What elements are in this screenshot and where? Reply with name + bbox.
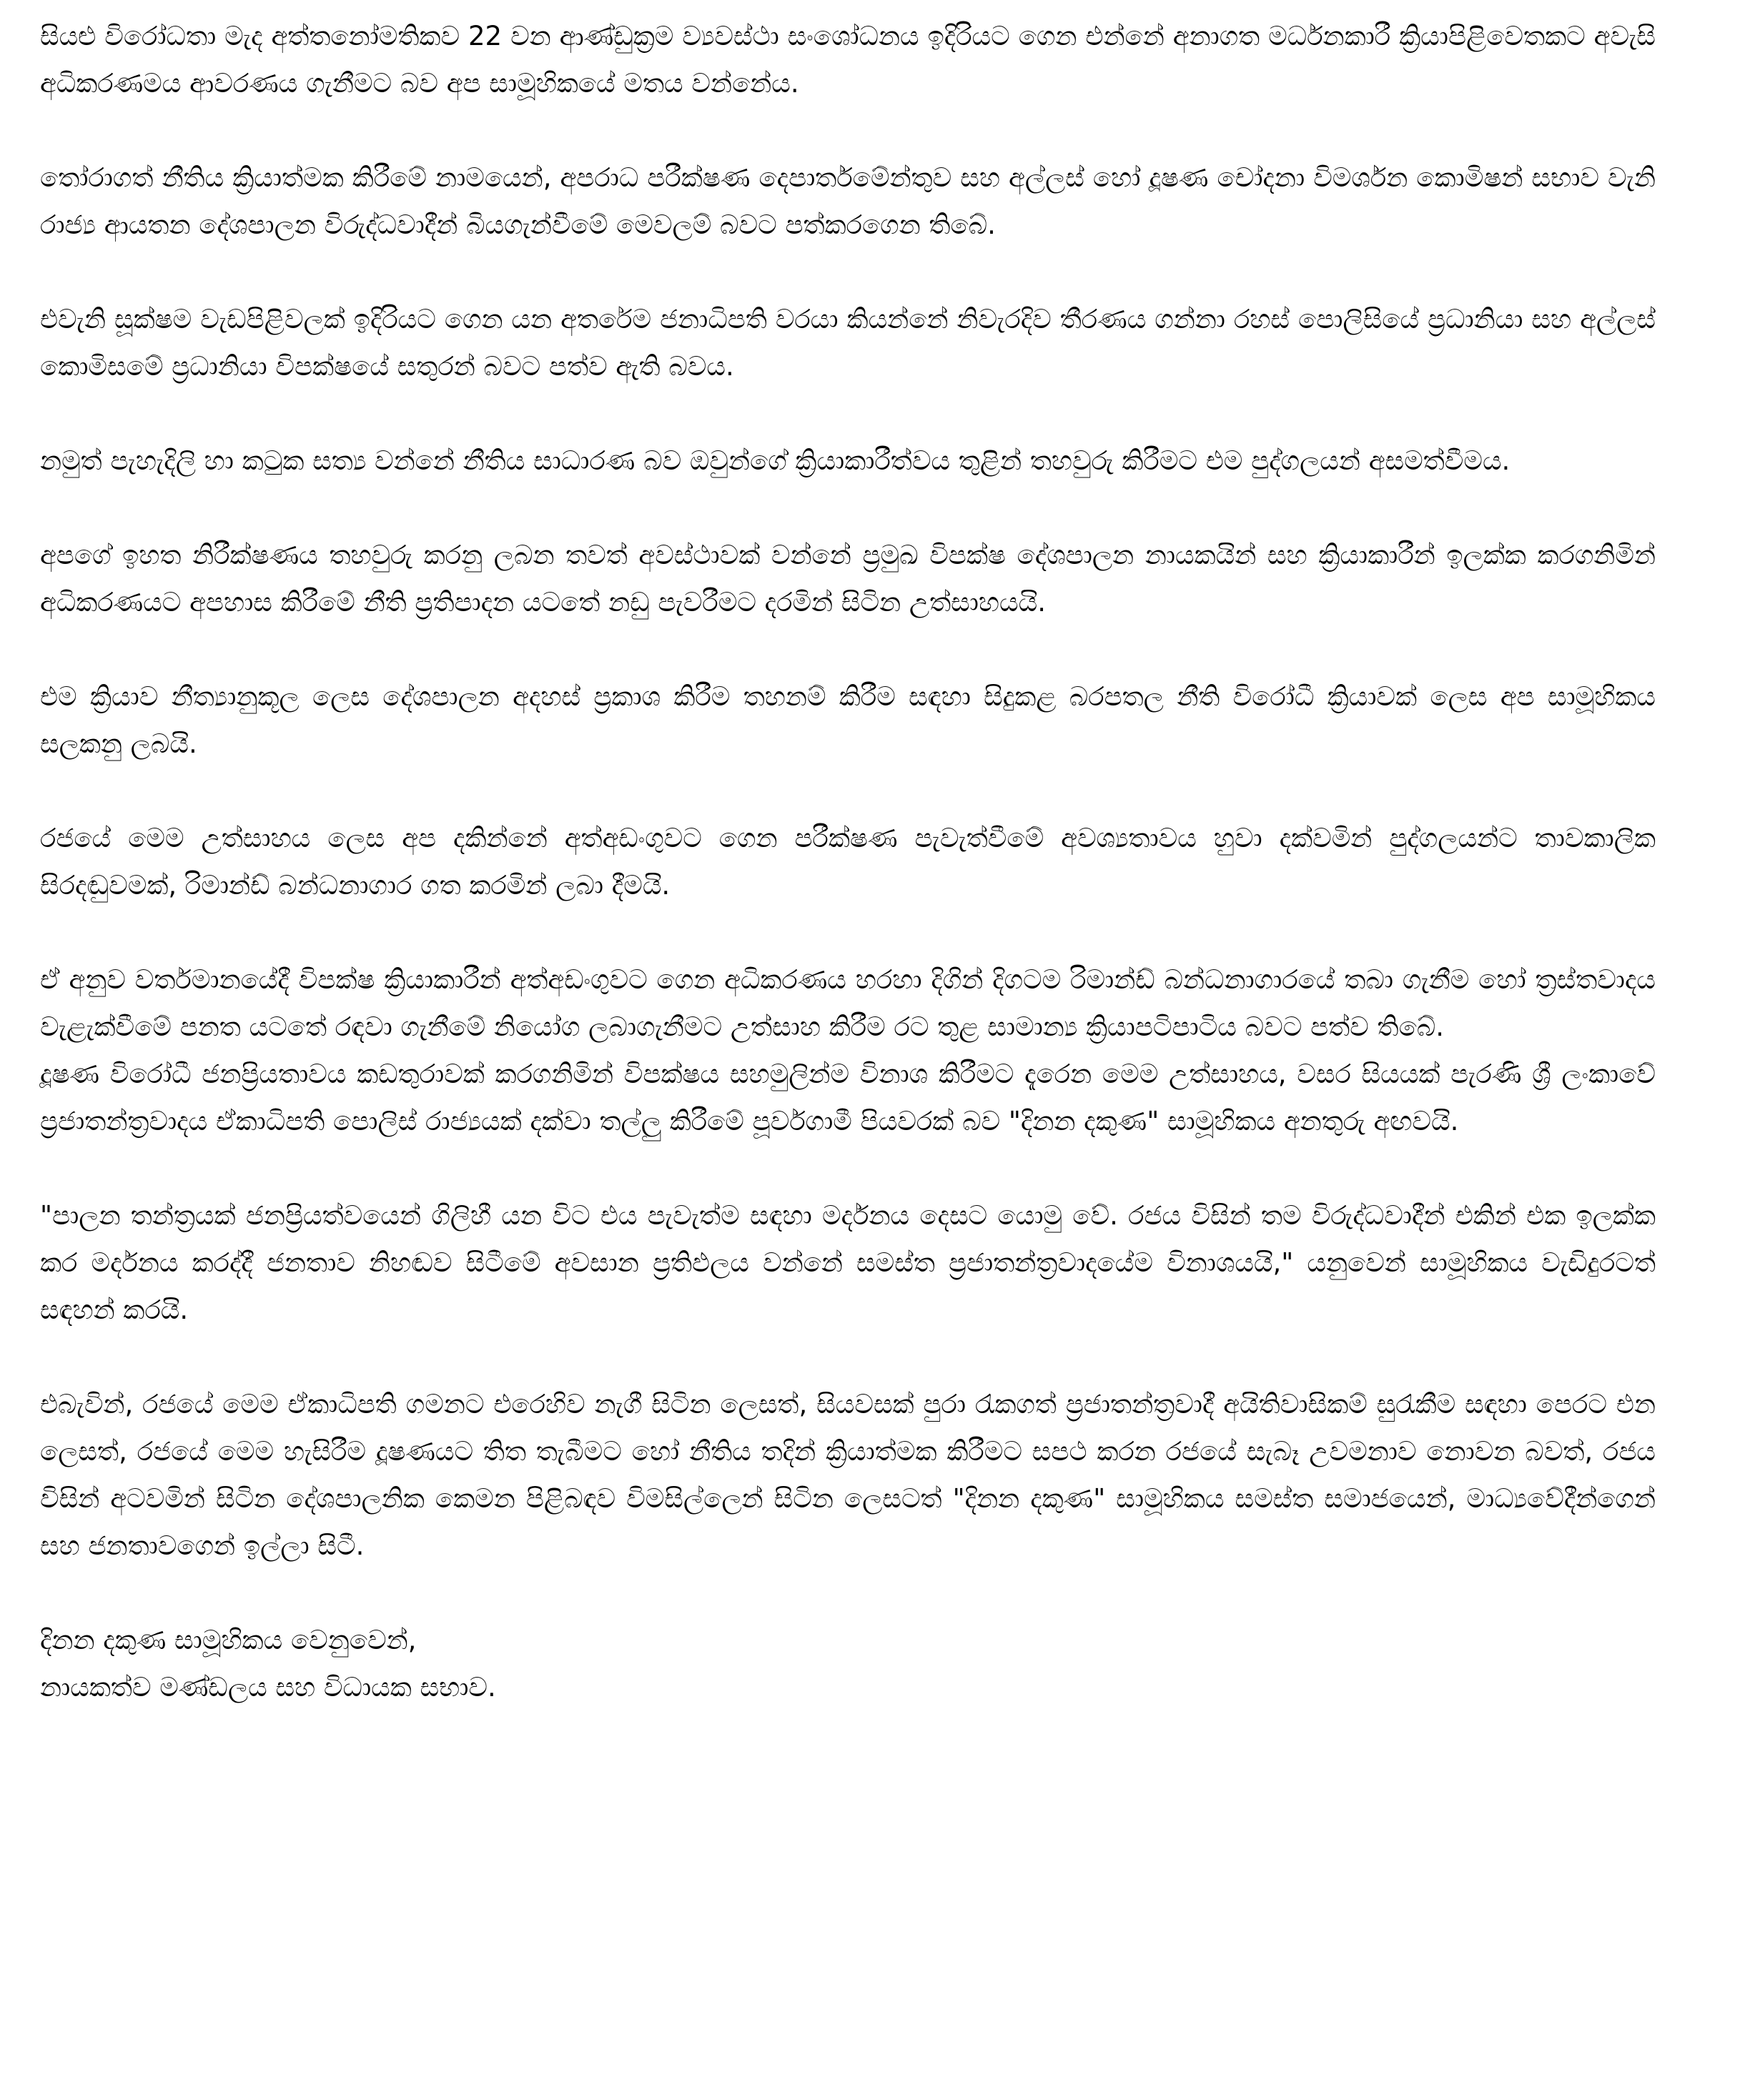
paragraph-7: රජයේ මෙම උත්සාහය ලෙස අප දකින්නේ අත්අඩංගුවට ගෙන පරීක්ෂණ පැවැත්වීමේ අවශ්‍යතාවය හුවා දක්වමින් පුද්ගලයන්ට තාවකාලික සිරදඬුවමක්, රිමාන්ඩ් බන්ධනාගාර ගත කරමින් ලබා දීමයි. bbox=[40, 823, 1656, 901]
signature-line-1: දිනන දකුණ සාමූහිකය වෙනුවෙන්, bbox=[40, 1625, 417, 1655]
signature-block bbox=[40, 1617, 1656, 1711]
paragraph-3: එවැනි සූක්ෂම වැඩපිළිවලක් ඉදිරියට ගෙන යන අතරේම ජනාධිපති වරයා කියන්නේ නිවැරදිව තීරණය ගන්නා රහස් පොලිසියේ ප්‍රධානියා සහ අල්ලස් කොමිසමේ ප්‍රධානියා විපක්ෂයේ සතුරන් බවට පත්ව ඇති බවය. bbox=[40, 304, 1656, 382]
paragraph-8: ඒ අනුව වර්තමානයේදී විපක්ෂ ක්‍රියාකාරීන් අත්අඩංගුවට ගෙන අධිකරණය හරහා දිගින් දිගටම රිමාන්ඩ් බන්ධනාගාරයේ තබා ගැනීම හෝ ත්‍රස්තවාදය වැළැක්වීමේ පනත යටතේ රඳවා ගැනීමේ නියෝග ලබාගැනීමට උත්සාහ කිරීම රට තුළ සාමාන්‍ය ක්‍රියාපටිපාටිය බවට පත්ව තිබේ. bbox=[40, 964, 1656, 1042]
paragraph-4: නමුත් පැහැදිලි හා කටුක සත්‍ය වන්නේ නීතිය සාධාරණ බව ඔවුන්ගේ ක්‍රියාකාරීත්වය තුළින් තහවුරු කිරීමට එම පුද්ගලයන් අසමත්වීමය. bbox=[40, 445, 1511, 476]
statement-document bbox=[40, 13, 1656, 1711]
paragraph-5: අපගේ ඉහත නිරීක්ෂණය තහවුරු කරනු ලබන තවත් අවස්ථාවක් වන්නේ ප්‍රමුඛ විපක්ෂ දේශපාලන නායකයින් සහ ක්‍රියාකාරීන් ඉලක්ක කරගනිමින් අධිකරණයට අපහාස කිරීමේ නීති ප්‍රතිපාදන යටතේ නඩු පැවරීමට දරමින් සිටින උත්සාහයයි. bbox=[40, 540, 1656, 618]
paragraph-1: සියළු විරෝධතා මැද අත්තනෝමතිකව 22 වන ආණ්ඩුක්‍රම ව්‍යවස්ථා සංශෝධනය ඉදිරියට ගෙන එන්නේ අනාගත මර්ධනකාරී ක්‍රියාපිළිවෙතකට අවැසි අධිකරණමය ආවරණය ගැනීමට බව අප සාමූහිකයේ මතය වන්නේය. bbox=[40, 21, 1656, 99]
paragraph-6: එම ක්‍රියාව නීත්‍යානුකූල ලෙස දේශපාලන අදහස් ප්‍රකාශ කිරීම තහනම් කිරීම සඳහා සිදුකළ බරපතල නීති විරෝධී ක්‍රියාවක් ලෙස අප සාමූහිකය සලකනු ලබයි. bbox=[40, 681, 1656, 759]
paragraph-11: එබැවින්, රජයේ මෙම ඒකාධිපති ගමනට එරෙහිව නැගී සිටින ලෙසත්, සියවසක් පුරා රැකගත් ප්‍රජාතන්ත්‍රවාදී අයිතිවාසිකම් සුරැකීම සඳහා පෙරට එන ලෙසත්, රජයේ මෙම හැසිරීම දූෂණයට තිත තැබීමට හෝ නීතිය තදින් ක්‍රියාත්මක කිරීමට සපථ කරන රජයේ සැබෑ උවමනාව නොවන බවත්, රජය විසින් අටවමින් සිටින දේශපාලනික කෙමන පිළිබඳව විමසිල්ලෙන් සිටින ලෙසටත් "දිනන දකුණ" සාමූහිකය සමස්ත සමාජයෙන්, මාධ්‍යවේදීන්ගෙන් සහ ජනතාවගෙන් ඉල්ලා සිටී. bbox=[40, 1389, 1656, 1561]
signature-line-2: නායකත්ව මණ්ඩලය සහ විධායක සභාව. bbox=[40, 1672, 496, 1703]
paragraph-9: දූෂණ විරෝධී ජනප්‍රියතාවය කඩතුරාවක් කරගනිමින් විපක්ෂය සහමුලින්ම විනාශ කිරීමට දැරෙන මෙම උත්සාහය, වසර සියයක් පැරණි ශ්‍රී ලංකාවේ ප්‍රජාතන්ත්‍රවාදය ඒකාධිපති පොලිස් රාජ්‍යයක් දක්වා තල්ලු කිරීමේ පූර්වගාමී පියවරක් බව "දිනන දකුණ" සාමූහිකය අනතුරු අඟවයි. bbox=[40, 1059, 1656, 1136]
paragraph-10: "පාලන තන්ත්‍රයක් ජනප්‍රියත්වයෙන් ගිලිහී යන විට එය පැවැත්ම සඳහා මර්දනය දෙසට යොමු වේ. රජය විසින් තම විරුද්ධවාදීන් එකින් එක ඉලක්ක කර මර්දනය කරද්දී ජනතාව නිහඬව සිටීමේ අවසාන ප්‍රතිඵලය වන්නේ සමස්ත ප්‍රජාතන්ත්‍රවාදයේම විනාශයයි," යනුවෙන් සාමූහිකය වැඩිදුරටත් සඳහන් කරයි. bbox=[40, 1200, 1656, 1325]
paragraph-2: තෝරාගත් නීතිය ක්‍රියාත්මක කිරීමේ නාමයෙන්, අපරාධ පරීක්ෂණ දෙපාර්තමේන්තුව සහ අල්ලස් හෝ දූෂණ චෝදනා විමර්ශන කොමිෂන් සභාව වැනි රාජ්‍ය ආයතන දේශපාලන විරුද්ධවාදීන් බියගැන්වීමේ මෙවලම් බවට පත්කරගෙන තිබේ. bbox=[40, 162, 1656, 240]
